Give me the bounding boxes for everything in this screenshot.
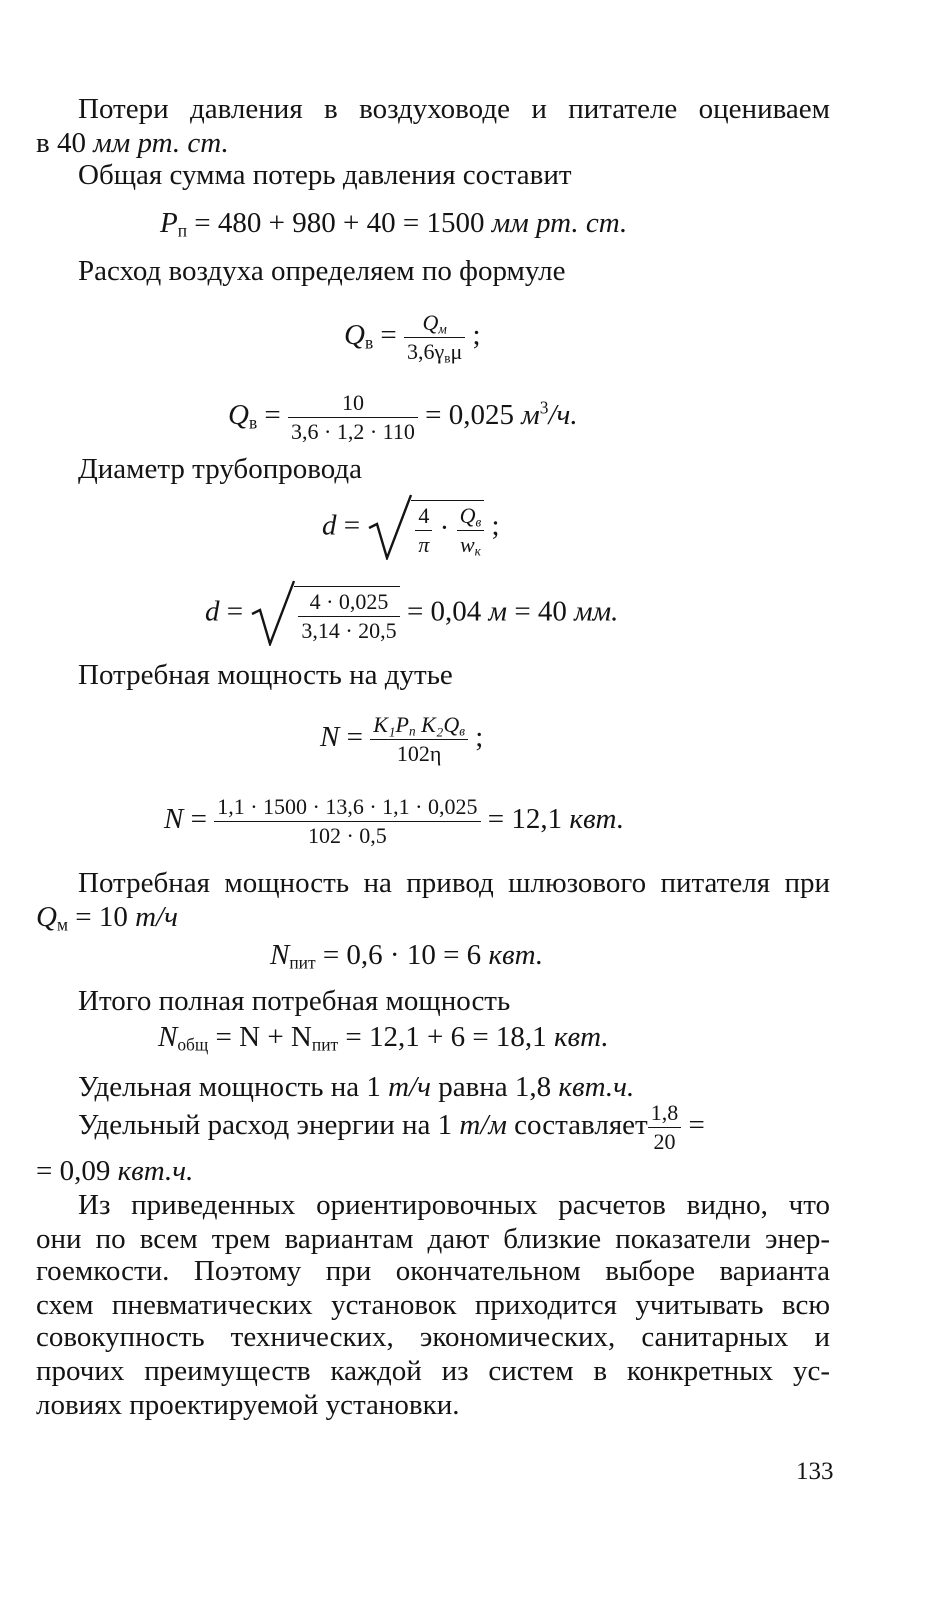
fraction: $\frac{1,8}{20}$ <box>648 1102 682 1153</box>
paragraph-line: гоемкости. Поэтому при окончательном выборе варианта <box>36 1255 830 1287</box>
paragraph-line: прочих преимуществ каждой из систем в конкретных ус- <box>36 1355 830 1387</box>
equation-diameter-value: d = $\frac{4 \cdot 0,025}{3,14 \cdot 20,5}$ = 0,04 м = 40 мм. <box>205 586 618 642</box>
paragraph-line: они по всем трем вариантам дают близкие показатели энер- <box>36 1223 830 1255</box>
paragraph-line: Из приведенных ориентировочных расчетов видно, что <box>78 1189 830 1221</box>
paragraph-line: Потребная мощность на дутье <box>78 659 453 691</box>
paragraph-line: Общая сумма потерь давления составит <box>78 159 572 191</box>
paragraph-line: ловиях проектируемой установки. <box>36 1389 460 1421</box>
radical-sign-icon <box>250 580 296 646</box>
paragraph-line: Итого полная потребная мощность <box>78 985 511 1017</box>
fraction: $\frac{4 \cdot 0,025}{3,14 \cdot 20,5}$ <box>298 591 399 642</box>
equation-total-power: $N_{общ} = N + N_{пит} = 12,1 + 6 = 18,1$ квт. <box>158 1021 609 1055</box>
equation-pressure-sum: $P_п = 480 + 980 + 40 = 1500$ мм рт. ст. <box>160 207 628 241</box>
fraction: $\frac{Q_м}{3,6\gamma_в\mu}$ <box>404 312 465 363</box>
square-root <box>250 586 399 642</box>
paragraph-line: Потребная мощность на привод шлюзового питателя при <box>78 867 830 899</box>
paragraph-line: совокупность технических, экономических, санитарных и <box>36 1321 830 1353</box>
square-root: $\frac{4}{\pi}$ · $\frac{Q_в}{w_к}$ <box>367 500 484 556</box>
paragraph-line: Диаметр трубопровода <box>78 453 362 485</box>
paragraph-line: схем пневматических установок приходится учитывать всю <box>36 1289 830 1321</box>
equation-air-flow-formula: $Q_в$ = $\frac{Q_м}{3,6\gamma_в\mu}$ ; <box>344 310 481 366</box>
paragraph-line: Удельный расход энергии на 1 т/м составляет $\frac{1,8}{20}$ = <box>78 1100 705 1154</box>
fraction: $\frac{Q_в}{w_к}$ <box>457 505 485 556</box>
fraction: $\frac{1,1 \cdot 1500 \cdot 13,6 \cdot 1,1 \cdot 0,025}{102 \cdot 0,5}$ <box>214 796 480 847</box>
fraction: $\frac{4}{\pi}$ <box>415 505 432 556</box>
paragraph-line: Удельная мощность на 1 т/ч равна 1,8 квт.ч. <box>78 1071 635 1103</box>
radical-sign-icon <box>367 494 413 560</box>
paragraph-line: Расход воздуха определяем по формуле <box>78 255 566 287</box>
equation-power-value: N = $\frac{1,1 \cdot 1500 \cdot 13,6 \cdot 1,1 \cdot 0,025}{102 \cdot 0,5}$ = 12,1 квт. <box>164 794 625 848</box>
paragraph-line: = 0,09 квт.ч. <box>36 1155 194 1187</box>
fraction: $\frac{10}{3,6 \cdot 1,2 \cdot 110}$ <box>288 392 418 443</box>
page-number: 133 <box>796 1458 834 1485</box>
paragraph-line: Потери давления в воздуховоде и питателе оцениваем <box>78 93 830 125</box>
equation-diameter-formula: d = $\frac{4}{\pi}$ · $\frac{Q_в}{w_к}$ ; <box>322 500 500 556</box>
equation-air-flow-value: $Q_в$ = $\frac{10}{3,6 \cdot 1,2 \cdot 110}$ = 0,025 $м^3/ч$. <box>228 390 578 444</box>
paragraph-line: $Q_м = 10$ т/ч <box>36 901 178 935</box>
equation-feeder-power: $N_{пит} = 0,6 \cdot 10 = 6$ квт. <box>270 939 544 973</box>
fraction: $\frac{K_1P_п K_2Q_в}{102\eta}$ <box>370 714 468 765</box>
paragraph-line: в 40 мм рт. ст. <box>36 127 229 159</box>
equation-power-formula: N = $\frac{K_1P_п K_2Q_в}{102\eta}$ ; <box>320 712 484 766</box>
